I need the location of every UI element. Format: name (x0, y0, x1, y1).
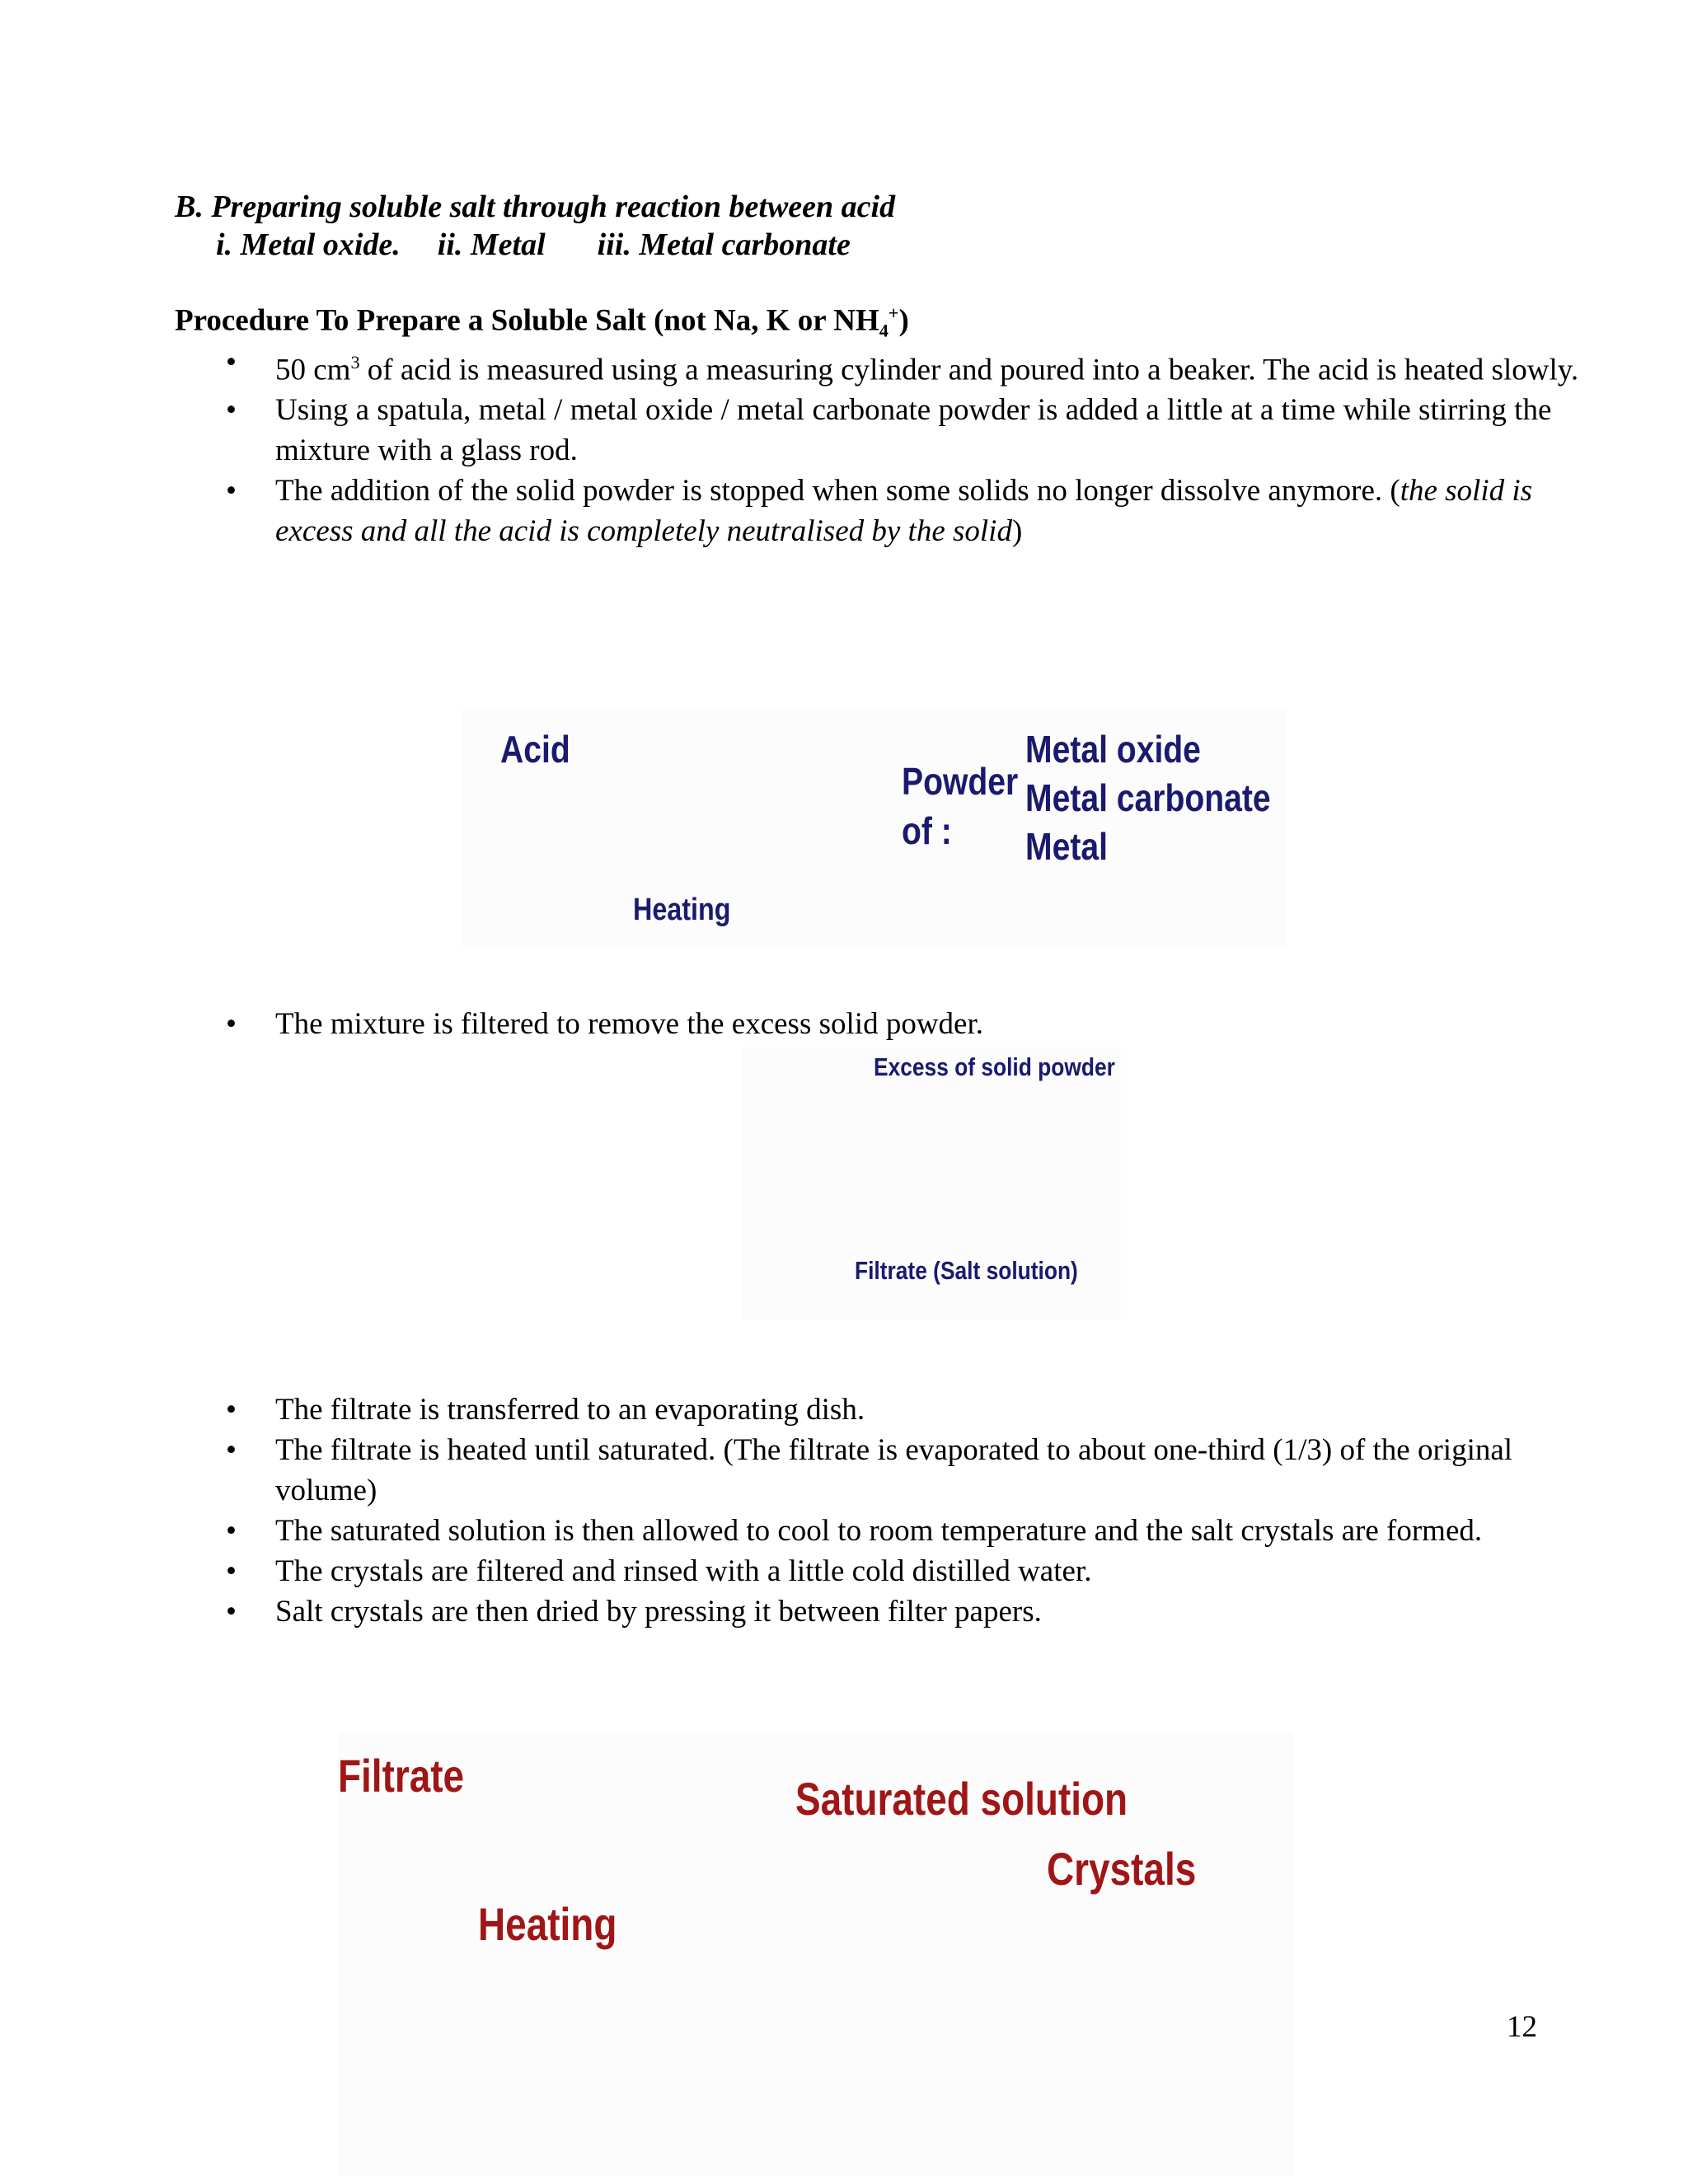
procedure-title-sub: 4 (879, 320, 889, 341)
subheading-item-metal-oxide: i. Metal oxide. (216, 227, 401, 262)
step-italic-note: the solid is excess and all the acid is completely neutralised by the solid (275, 474, 1533, 549)
bullet-icon: • (226, 1007, 237, 1041)
step-text: The saturated solution is then allowed to cool to room temperature and the salt crystals are formed. (275, 1514, 1483, 1548)
list-item (221, 390, 1594, 471)
powder-label-line1: Powder (902, 760, 1019, 803)
bullet-icon: • (226, 345, 237, 379)
list-item (221, 1511, 1594, 1551)
powder-item: Metal (1025, 825, 1108, 868)
procedure-title-main: Procedure To Prepare a Soluble Salt (not Na, K or NH (175, 303, 879, 338)
procedure-steps-2 (221, 1004, 1594, 1044)
powder-item: Metal oxide (1025, 728, 1201, 771)
step-text: The mixture is filtered to remove the excess solid powder. (275, 1007, 983, 1041)
list-item (221, 1390, 1594, 1430)
step-text: 50 cm (275, 353, 351, 387)
filtrate-label: Filtrate (338, 1750, 465, 1802)
bullet-icon: • (226, 1554, 237, 1588)
acid-label: Acid (500, 728, 570, 771)
procedure-title-sup: + (888, 302, 899, 323)
saturated-solution-label: Saturated solution (795, 1773, 1128, 1825)
list-item (221, 342, 1594, 390)
heating-label-red: Heating (478, 1898, 617, 1950)
section-heading-line1: B. Preparing soluble salt through reaction between acid (175, 190, 896, 224)
subheading-item-metal: ii. Metal (437, 227, 546, 262)
section-subheading (216, 226, 851, 264)
step-text-cont: of acid is measured using a measuring cylinder and poured into a beaker. The acid is heated slowly. (359, 353, 1579, 387)
list-item (221, 1004, 1594, 1044)
step-sup: 3 (350, 352, 360, 373)
heating-label: Heating (633, 893, 731, 927)
step-text: The filtrate is transferred to an evaporating dish. (275, 1393, 865, 1427)
list-item (221, 471, 1594, 551)
section-heading (175, 188, 895, 226)
step-text: Using a spatula, metal / metal oxide / metal carbonate powder is added a little at a time while stirring the mixture with a glass rod. (275, 393, 1552, 468)
powder-item: Metal carbonate (1025, 776, 1271, 819)
procedure-steps-3 (221, 1390, 1594, 1632)
subheading-item-metal-carbonate: iii. Metal carbonate (597, 227, 851, 262)
bullet-icon: • (226, 393, 237, 428)
filtrate-salt-label: Filtrate (Salt solution) (855, 1256, 1078, 1285)
bullet-icon: • (226, 1514, 237, 1548)
powder-label (902, 757, 1018, 855)
list-item (221, 1430, 1594, 1511)
step-text: The crystals are filtered and rinsed with a little cold distilled water. (275, 1554, 1092, 1588)
procedure-title-end: ) (898, 303, 909, 338)
list-item (221, 1591, 1594, 1632)
crystals-label: Crystals (1047, 1843, 1197, 1895)
powder-list (1025, 725, 1271, 871)
bullet-icon: • (226, 1433, 237, 1467)
procedure-steps-1 (221, 342, 1594, 551)
bullet-icon: • (226, 1595, 237, 1629)
powder-label-line2: of : (902, 809, 952, 852)
step-text-end: ) (1011, 514, 1023, 549)
step-text: The filtrate is heated until saturated. (The filtrate is evaporated to about one-third (1/3) of the original volume) (275, 1433, 1513, 1507)
step-text: The addition of the solid powder is stopped when some solids no longer dissolve anymore. ( (275, 474, 1400, 509)
bullet-icon: • (226, 1393, 237, 1427)
procedure-title (175, 302, 909, 342)
page-number: 12 (1507, 2010, 1537, 2044)
excess-powder-label: Excess of solid powder (874, 1052, 1115, 1081)
bullet-icon: • (226, 474, 237, 509)
step-text: Salt crystals are then dried by pressing it between filter papers. (275, 1595, 1042, 1629)
list-item (221, 1551, 1594, 1591)
